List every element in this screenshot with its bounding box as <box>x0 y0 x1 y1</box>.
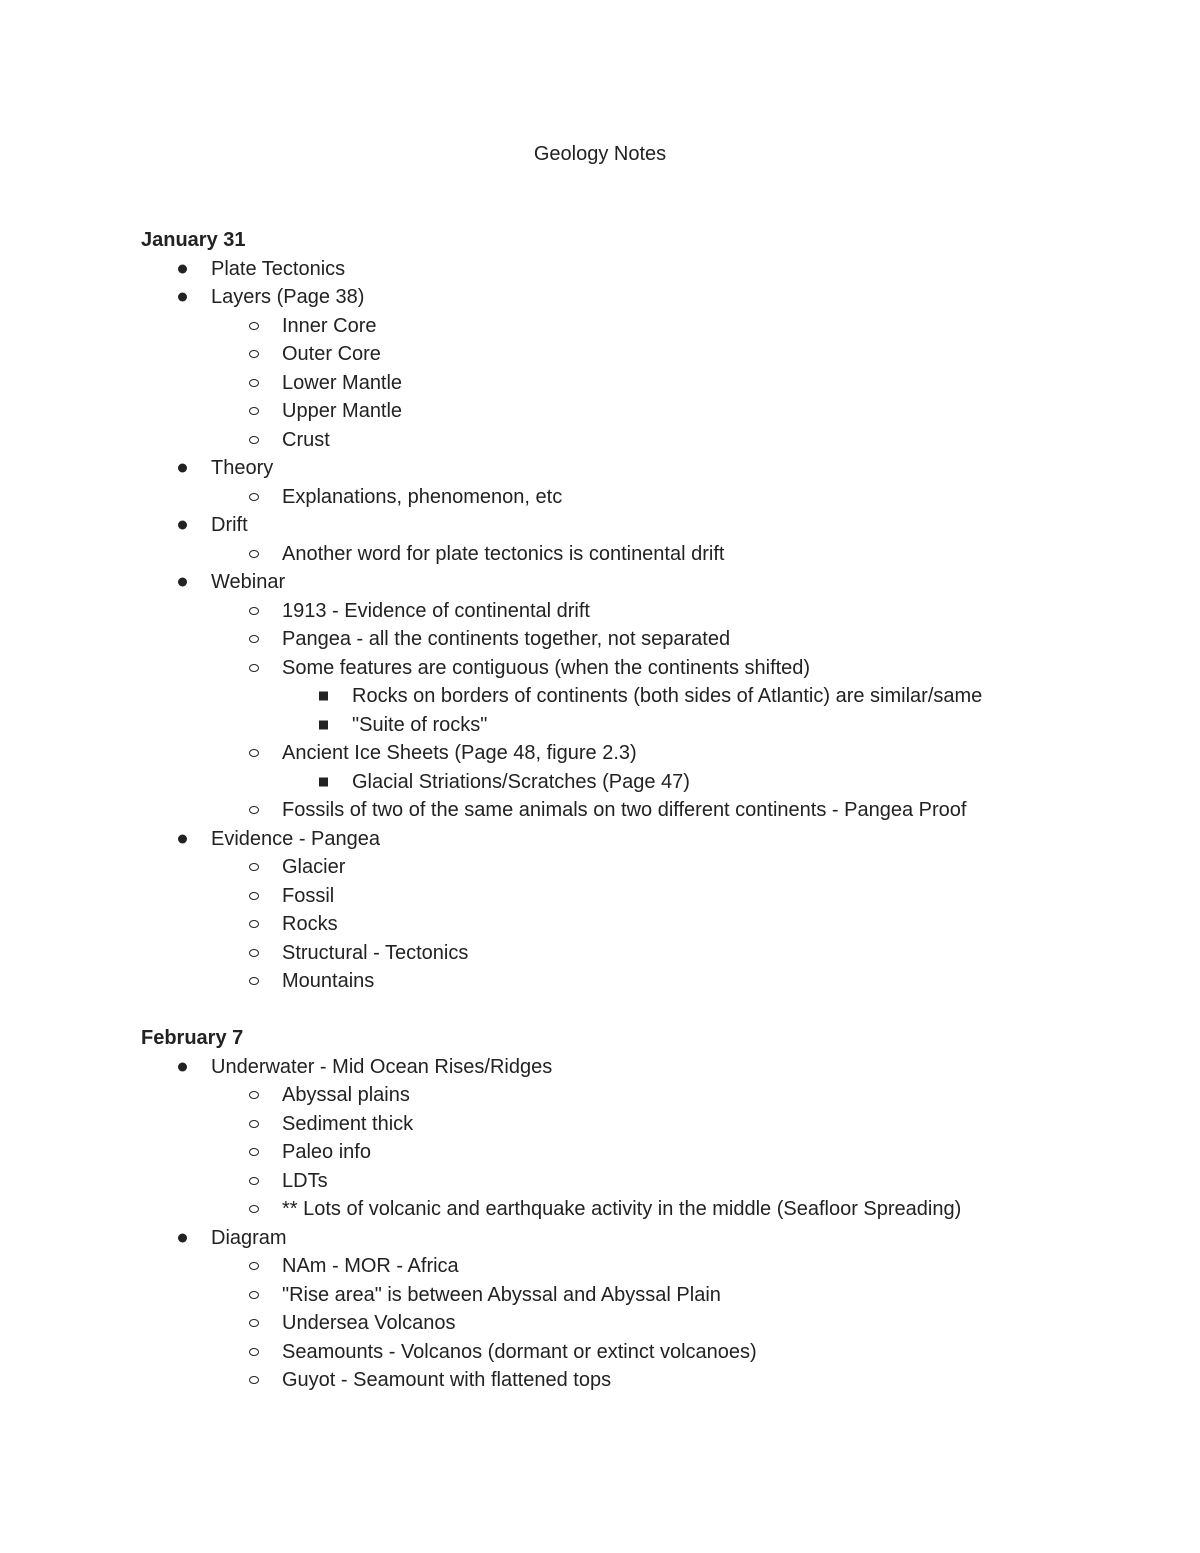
list-item-text: Rocks on borders of continents (both sides of Atlantic) are similar/same <box>352 685 983 707</box>
list-item <box>141 426 1101 455</box>
filled-circle-bullet-icon <box>178 521 187 530</box>
list-item-text: "Suite of rocks" <box>352 713 488 736</box>
list-item <box>141 1167 1101 1196</box>
hollow-circle-bullet-icon <box>249 1120 259 1128</box>
hollow-circle-bullet-icon <box>249 920 259 928</box>
notes-body <box>141 226 1101 1395</box>
filled-circle-bullet-icon <box>178 1062 187 1071</box>
filled-circle-bullet-icon <box>178 293 187 302</box>
list-item <box>141 768 1101 797</box>
list-item <box>141 1224 1101 1253</box>
list-item <box>141 654 1101 683</box>
list-item <box>141 625 1101 654</box>
hollow-circle-bullet-icon <box>249 1348 259 1356</box>
list-item-text: Another word for plate tectonics is continental drift <box>282 542 725 565</box>
filled-circle-bullet-icon <box>178 578 187 587</box>
hollow-circle-bullet-icon <box>249 1148 259 1156</box>
list-item-text: Glacier <box>282 856 346 878</box>
hollow-circle-bullet-icon <box>249 607 259 615</box>
hollow-circle-bullet-icon <box>249 1291 259 1299</box>
list-item <box>141 283 1101 312</box>
hollow-circle-bullet-icon <box>249 749 259 757</box>
list-item <box>141 312 1101 341</box>
list-item <box>141 853 1101 882</box>
list-item-text: Layers (Page 38) <box>211 286 365 308</box>
hollow-circle-bullet-icon <box>249 806 259 814</box>
list-item <box>141 340 1101 369</box>
hollow-circle-bullet-icon <box>249 977 259 985</box>
list-item-text: Rocks <box>282 913 338 935</box>
list-item <box>141 910 1101 939</box>
list-item <box>141 1366 1101 1395</box>
square-bullet-icon <box>319 692 328 701</box>
hollow-circle-bullet-icon <box>249 1205 259 1213</box>
list-item-text: "Rise area" is between Abyssal and Abyssal Plain <box>282 1283 721 1306</box>
list-item <box>141 454 1101 483</box>
hollow-circle-bullet-icon <box>249 949 259 957</box>
list-item <box>141 1081 1101 1110</box>
list-item <box>141 397 1101 426</box>
list-item <box>141 568 1101 597</box>
hollow-circle-bullet-icon <box>249 407 259 415</box>
list-item-text: Outer Core <box>282 343 381 365</box>
section-date-heading: February 7 <box>141 1027 244 1049</box>
list-item <box>141 796 1101 825</box>
list-item <box>141 1338 1101 1367</box>
document-title: Geology Notes <box>533 143 667 165</box>
list-item <box>141 1195 1101 1224</box>
list-item <box>141 825 1101 854</box>
list-item <box>141 682 1101 711</box>
hollow-circle-bullet-icon <box>249 493 259 501</box>
list-item-text: Crust <box>282 428 330 451</box>
list-item <box>141 939 1101 968</box>
square-bullet-icon <box>319 720 328 729</box>
list-item <box>141 483 1101 512</box>
section-date-heading: January 31 <box>141 229 246 251</box>
list-item-text: ** Lots of volcanic and earthquake activity in the middle (Seafloor Spreading) <box>282 1198 962 1220</box>
filled-circle-bullet-icon <box>178 1233 187 1242</box>
list-item <box>141 540 1101 569</box>
list-item-text: Underwater - Mid Ocean Rises/Ridges <box>211 1055 553 1078</box>
list-item-text: Paleo info <box>282 1141 371 1163</box>
list-item-text: Ancient Ice Sheets (Page 48, figure 2.3) <box>282 742 637 764</box>
hollow-circle-bullet-icon <box>249 1091 259 1099</box>
list-item-text: Undersea Volcanos <box>282 1312 456 1334</box>
list-item-text: Pangea - all the continents together, not separated <box>282 628 731 650</box>
list-item <box>141 1252 1101 1281</box>
hollow-circle-bullet-icon <box>249 1177 259 1185</box>
list-item <box>141 255 1101 284</box>
list-item-text: Mountains <box>282 970 375 992</box>
list-item-text: Theory <box>211 457 274 479</box>
hollow-circle-bullet-icon <box>249 379 259 387</box>
hollow-circle-bullet-icon <box>249 322 259 330</box>
list-item-text: 1913 - Evidence of continental drift <box>282 599 590 622</box>
hollow-circle-bullet-icon <box>249 550 259 558</box>
list-item-text: Guyot - Seamount with flattened tops <box>282 1369 612 1391</box>
list-item <box>141 1281 1101 1310</box>
list-item-text: Inner Core <box>282 314 377 337</box>
section-spacer <box>141 996 1101 1025</box>
list-item-text: Explanations, phenomenon, etc <box>282 485 563 508</box>
filled-circle-bullet-icon <box>178 834 187 843</box>
list-item-text: Fossils of two of the same animals on two different continents - Pangea Proof <box>282 799 967 821</box>
list-item <box>141 1053 1101 1082</box>
square-bullet-icon <box>319 777 328 786</box>
list-item-text: Lower Mantle <box>282 371 403 394</box>
hollow-circle-bullet-icon <box>249 436 259 444</box>
filled-circle-bullet-icon <box>178 464 187 473</box>
list-item-text: Drift <box>211 514 248 536</box>
list-item-text: Seamounts - Volcanos (dormant or extinct volcanoes) <box>282 1340 757 1363</box>
list-item-text: NAm - MOR - Africa <box>282 1255 459 1277</box>
hollow-circle-bullet-icon <box>249 892 259 900</box>
list-item <box>141 739 1101 768</box>
list-item <box>141 1110 1101 1139</box>
list-item <box>141 1138 1101 1167</box>
list-item <box>141 369 1101 398</box>
list-item <box>141 967 1101 996</box>
list-item-text: Glacial Striations/Scratches (Page 47) <box>352 770 690 793</box>
hollow-circle-bullet-icon <box>249 350 259 358</box>
list-item-text: Fossil <box>282 884 335 907</box>
list-item-text: Structural - Tectonics <box>282 941 469 964</box>
hollow-circle-bullet-icon <box>249 863 259 871</box>
hollow-circle-bullet-icon <box>249 664 259 672</box>
filled-circle-bullet-icon <box>178 264 187 273</box>
list-item <box>141 882 1101 911</box>
list-item <box>141 597 1101 626</box>
hollow-circle-bullet-icon <box>249 1262 259 1270</box>
list-item-text: Abyssal plains <box>282 1084 410 1106</box>
list-item-text: Webinar <box>211 571 286 593</box>
list-item <box>141 511 1101 540</box>
list-item-text: LDTs <box>282 1169 328 1192</box>
list-item-text: Plate Tectonics <box>211 257 346 280</box>
hollow-circle-bullet-icon <box>249 635 259 643</box>
list-item-text: Sediment thick <box>282 1112 414 1135</box>
list-item <box>141 1309 1101 1338</box>
hollow-circle-bullet-icon <box>249 1319 259 1327</box>
hollow-circle-bullet-icon <box>249 1376 259 1384</box>
list-item-text: Evidence - Pangea <box>211 827 381 850</box>
list-item-text: Diagram <box>211 1226 287 1249</box>
list-item <box>141 711 1101 740</box>
list-item-text: Some features are contiguous (when the continents shifted) <box>282 656 811 679</box>
list-item-text: Upper Mantle <box>282 400 403 422</box>
